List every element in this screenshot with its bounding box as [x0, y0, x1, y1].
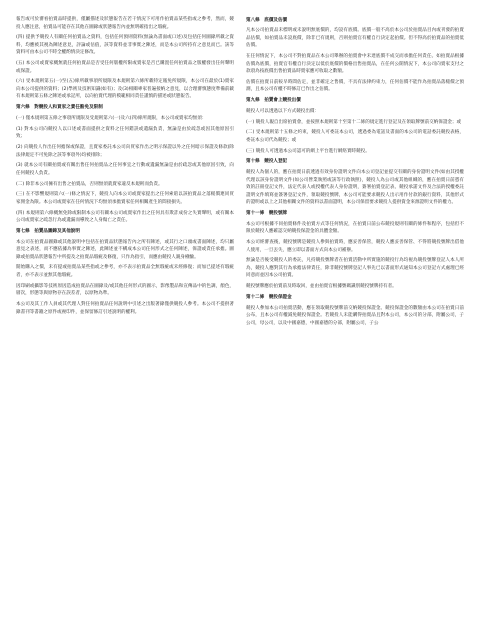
paragraph: 競投人為個人的，應在拍賣日前透過有效身份證明文件向本公司登記並提交有關的身份證明文件(如由其授權代理以該身份證明文件(如公司營業執照或該等行政執照)，競投人為公司或其他組織的，應在拍賣日前憑有效的註冊登記文件，法定代表人或授權代表人身份證明，簽署拍賣登記表、競投承諾文件及合法的授權委託證明文件填寫並簽署登記文件，領取競投號牌，本公司可能要求競投人出示用作付款的銀行資料，其他形式的證明或以上之其他相關文件的資料以書面證明，本公司保留要求競投人提供資金來源證明文件的權力。 — [246, 170, 464, 206]
paragraph: 競投人可以透過以下方式競投出價： — [246, 108, 320, 114]
paragraph: (三) 在不影響規則第六(一)條之情況下，競投人向本公司或賣家提出之任何索賠以該拍賣品之落槌價連同買家佣金為限。本公司或賣家在任何情況下均無須承擔賣家任何相關產生的間接損失。 — [16, 192, 234, 205]
paragraph: 競投人參加本公司拍賣活動，應在領取競投號牌前交納競投保證金。競投保證金的數額由本公司在拍賣日前公布，且本公司有權減免競投保證金。若競投人未能購得拍賣品且對本公司，本公司的分部，附屬公司，子公司，母公司，以及中國嘉德，中國嘉德的分部，附屬公司，子公 — [246, 305, 464, 326]
section-heading: 第十條 競投人登記 — [246, 159, 288, 165]
paragraph: (一) 僅本規則第五條之事項所規限及受規則第六(一)及六(四)條所規限，本公司或賣家均無須： — [16, 115, 207, 121]
section-heading: 第八條 底價及估價 — [246, 17, 288, 23]
right-column — [246, 16, 464, 607]
paragraph: (3) 就本公司有關拍賣或有關出售任何拍賣品之任何事宜之行動或遺漏無論是由於疏忽或其他原因引致，向任何競投人負責。 — [16, 163, 234, 176]
section-heading: 第六條 對競投人和買家之責任豁免及限制 — [16, 105, 103, 111]
paragraph: 本公司經審查後，競投號牌是競投人參與拍賣時，應妥善保管，競投人應妥善保管、不得將競投號牌出借他人使用，一旦丟失，應立即以書面方式向本公司補辦。 — [246, 240, 464, 253]
paragraph: (2) 向競投人作出任何擔保或保證，且賣家委託本公司向買家作出之明示保證以外之任何暗示保證及條款(除法律規定不可免除之該等事項外)均被排除； — [16, 144, 234, 158]
section-heading: 第九條 拍賣會上競投出價 — [246, 98, 301, 104]
paragraph: (三) 競投人可透過本公司認可的網上平台進行網絡實時競投。 — [246, 148, 370, 154]
paragraph: (四) 本規則第六條概無免除或限制本公司有關本公司或賣家作出之任何具有欺詐成份之失實聲明，或有關本公司或賣家之疏忽行為或遺漏而導致之人身傷亡之責任。 — [16, 210, 234, 224]
section-heading: 第十二條 競投保證金 — [246, 294, 292, 300]
paragraph: (二) 除非本公司擁有出售之拍賣品，否則無須就賣家違反本規則而負責。 — [16, 181, 163, 187]
paragraph: 開始購入之價，未有提或拍賣品某些指或之參考，亦不表示拍賣品全無瑕疵或未經修復；而加已提述有瑕疵者，亦不表示並無其他瑕疵。 — [16, 265, 234, 278]
paragraph: 估價在拍賣日前較早時間估定，並非確定之售價，不具有法律約束力，任何估價不能作為拍賣品落槌價之預測，且本公司有權不時修訂已作出之估價。 — [246, 79, 464, 93]
paragraph: (六) 受本規則第五(一)至(五)條所載事項所規限及本規則第六條所載特定賬免所規限，本公司在最於(1)賣家向本公司提供的資料；(2)學術及技術知識(如有)；及(3)相關專家普遍接納之意見，以合理審慎態度準備前載有本規則第五條之陳述或承記所，以向拍賣代理的模範相同責任謹慎的描述或狀態報告。 — [16, 79, 234, 100]
paragraph: 本公司在拍賣品圖錄或其他說明中包括在拍賣品狀態報告內之所有陳述，或其行之口頭或書面陳述，均只屬意見之表述，而不應依據為事實之陳述，此陳述並不構成本公司任何形式之任何陳述，保證或責任承擔。圖錄或拍賣品狀態報告中所提及之拍賣品瑕疵及修復，只作為指引，而應由競投人親身檢驗。 — [16, 239, 234, 260]
paragraph: 凡本公司拍賣品未標明或未說明無底價的，均設有底價。底價一般不高於本公司於拍賣品目內或刊發的拍賣品估價，如拍賣品未設底價，除非已有規則，否則拍賣官有權自行決定起拍價。但不得高於拍賣品的拍賣低估價。 — [246, 28, 464, 49]
paragraph: (1) 對本公司向競投人以口述或書面提供之資料之任何錯誤或遺漏負責，無論是由於疏忽或因其他原因引致； — [16, 126, 234, 140]
paragraph: 報告或可於審看拍賣品時提供，僅屬描述及狀態報告在若干情況下可用作拍賣品某些指或之參考，然而，競投人應注意，拍賣品可能存在其他在圖錄或狀態報告內並無明確指出之瑕疵。 — [16, 17, 234, 30]
paragraph: (一) 競投人親自出席拍賣會，並按照本規則第十至第十二條的規定進行登記及在領取牌號前交納保證金；或 — [246, 119, 462, 125]
paragraph: (四) 提供予競投人有關任何拍賣品之資料，包括任何預則資料(無論為書面或口述)及包括任何圖錄所載之資料，均應被其視為陳述意見，評論或估值，該等資料並非事實之陳述，而是本公司所持有之意見而已。該等資料可由本公司不時全權酌情決定修改。 — [16, 35, 234, 56]
left-column — [16, 16, 234, 607]
paragraph: 本公司可根據不同拍賣條件及拍賣方式等任何情況，在拍賣日前公布競投規則有關的條件和程序，包括但不限於競投人應確認交納競投保證金的具體金額。 — [246, 221, 464, 235]
paragraph: 本公司及其工作人員或其代理人對任何拍賣品任何說明中引述之出版著錄僅供競投人參考。本公司不提供著錄書刊等書籍之原件或複印件，並保留修訂引述說明的權利。 — [16, 301, 234, 315]
paragraph: (五) 本公司或賣家概無就任何拍賣品是否受任何版權所限或賣家是否已購置任何拍賣品之版權發出任何聲明或保證。 — [16, 61, 234, 74]
paragraph: 因印刷或攝影等技術原因造成拍賣品在圖錄及/或其他任何形式的圖示，影像製品和宣傳品中的色調，顏色，層次，形態等與原物存在誤差者，以原物為準。 — [16, 283, 234, 297]
paragraph: 競投號牌應於拍賣前及時取回，並由拍賣官根據號碼識別競投號牌持有者。 — [246, 284, 397, 290]
section-heading: 第十一條 競投號牌 — [246, 211, 288, 217]
paragraph: (二) 受本規則第十五條之約束，競投人可委託本公司，透過委為電話及書面的本公司的電話委託競投表格，委託本公司代為競投；或 — [246, 130, 464, 143]
section-heading: 第七條 拍賣品圖錄及其他說明 — [16, 228, 80, 234]
paragraph: 無論是否後受競投人的委託，凡持競投號牌者在拍賣活動中所實施的競投行為均視為競投號牌登記人本人所為，競投人應對其行為承擔法律責任，除非競投號牌登記人事先已以書面形式通知本公司登記方式處理已經同意而並因本公司拍賣。 — [246, 258, 464, 279]
paragraph: 在任何情況下，本公司不對拍賣品在本公司舉辦的拍賣會中未達底價不成交而承擔任何責任。如拍賣品根據估價為底價，拍賣官有權自行決定以低於底價的價格出售拍賣品，在任何公開情況下，本公司向賣家支付之款項為按底價出售拍賣品時賣家應可收取之數額。 — [246, 54, 464, 75]
